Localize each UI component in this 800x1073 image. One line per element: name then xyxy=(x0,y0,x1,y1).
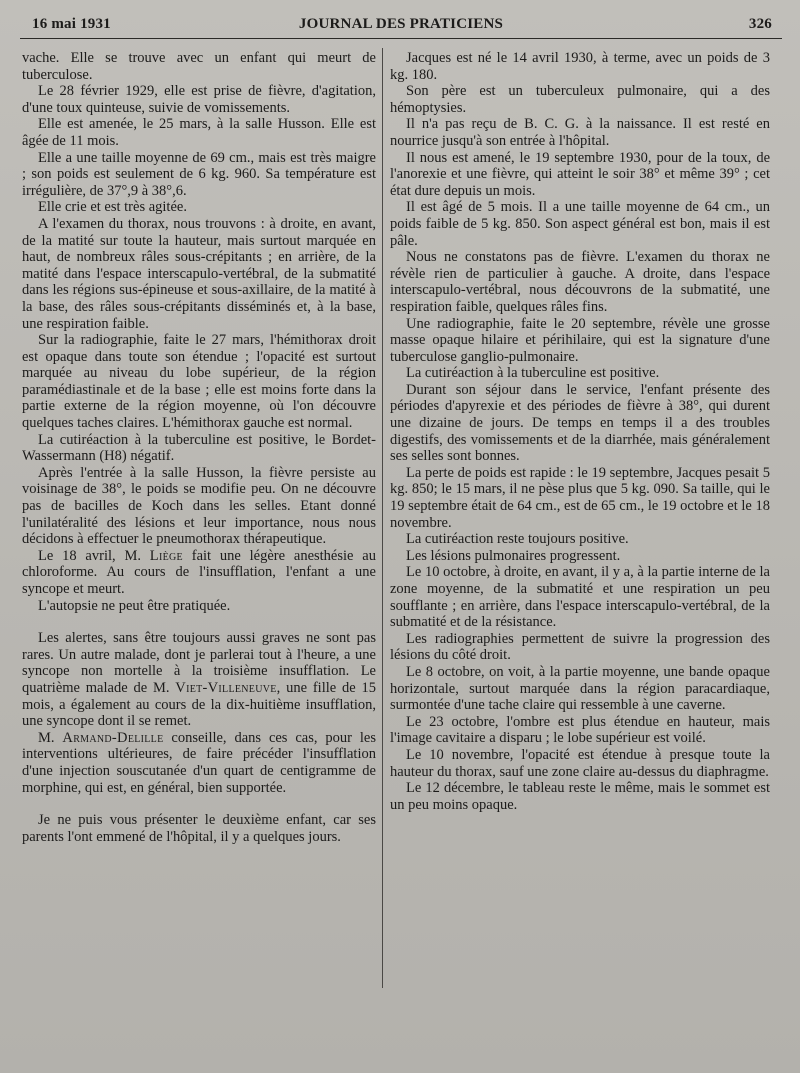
paragraph: La cutiréaction reste toujours positive. xyxy=(406,531,629,548)
paragraph: Après l'entrée à la salle Husson, la fièvre persiste au voisinage de 38°, le poids se modifie peu. On ne découvre pas de bacilles de Koch dans les selles. Etant donné l'unilatéralité des lésions et leur importance, nous nous décidons à effectuer le pneumothorax thérapeutique. xyxy=(22,464,376,548)
person-name: Armand-Delille xyxy=(62,729,164,746)
paragraph: Nous ne constatons pas de fièvre. L'examen du thorax ne révèle rien de particulier à gauche. A droite, dans l'espace interscapulo-vertébral, nous découvrons de la submatité, une respiration faible, quelques râles fins. xyxy=(390,249,770,315)
paragraph: Je ne puis vous présenter le deuxième enfant, car ses parents l'ont emmené de l'hôpital, il y a quelques jours. xyxy=(22,812,376,845)
paragraph: Les radiographies permettent de suivre la progression des lésions du côté droit. xyxy=(390,630,770,664)
paragraph: Le 8 octobre, on voit, à la partie moyenne, une bande opaque horizontale, surtout marquée dans la région paracardiaque, surmontée d'une tache claire qui ressemble à une caverne. xyxy=(390,663,770,714)
paragraph xyxy=(22,630,376,730)
paragraph: L'autopsie ne peut être pratiquée. xyxy=(38,597,231,614)
paragraph: Sur la radiographie, faite le 27 mars, l'hémithorax droit est opaque dans toute son étendue ; l'opacité est surtout marquée au niveau du lobe supérieur, de la région paramédiastinale et de la base ; elle est moins forte dans la partie externe de la région moyenne, où l'on découvre quelques taches claires. L'hémithorax gauche est normal. xyxy=(22,332,376,432)
journal-title: JOURNAL DES PRATICIENS xyxy=(298,16,504,32)
page-number: 326 xyxy=(748,16,772,32)
paragraph: Jacques est né le 14 avril 1930, à terme, avec un poids de 3 kg. 180. xyxy=(390,50,770,83)
text-run: Les alertes, sans être toujours aussi graves ne sont pas rares. Un autre malade, dont je parlerai tout à l'heure, a une syncope non mortelle à la troisième insufflation. Le quatrième malade de M. xyxy=(22,630,376,696)
paragraph: Durant son séjour dans le service, l'enfant présente des périodes d'apyrexie et des périodes de fièvre à 38°, qui durent une dizaine de jours. De temps en temps il a des troubles digestifs, des vomissements et de la diarrhée, mais généralement ses selles sont bonnes. xyxy=(390,381,770,465)
column-divider xyxy=(382,48,383,988)
header-rule xyxy=(20,38,782,39)
text-run: fait une légère anesthésie au chloroforme. Au cours de l'insufflation, l'enfant a une syncope et meurt. xyxy=(22,547,376,597)
paragraph: Elle est amenée, le 25 mars, à la salle Husson. Elle est âgée de 11 mois. xyxy=(22,116,376,149)
paragraph: Le 23 octobre, l'ombre est plus étendue en hauteur, mais l'image cavitaire a disparu ; le lobe supérieur est voilé. xyxy=(390,713,770,747)
paragraph: Il est âgé de 5 mois. Il a une taille moyenne de 64 cm., un poids faible de 5 kg. 850. Son aspect général est bon, mais il est pâle. xyxy=(390,199,770,249)
paragraph: Elle crie et est très agitée. xyxy=(38,199,187,216)
paragraph: vache. Elle se trouve avec un enfant qui meurt de tuberculose. xyxy=(22,50,376,83)
paragraph: Le 10 octobre, à droite, en avant, il y a, à la partie interne de la zone moyenne, de la submatité et une respiration un peu soufflante ; en arrière, dans l'espace interscapulo-vertébral, de la submatité et de la résistance. xyxy=(390,564,770,631)
text-run: conseille, dans ces cas, pour les interventions ultérieures, de faire précéder l'insufflation d'une injection souscutanée d'un quart de centigramme de morphine, qui est, en général, bien supportée. xyxy=(22,729,376,796)
issue-date: 16 mai 1931 xyxy=(32,16,111,32)
person-name: Liège xyxy=(149,547,183,564)
text-run: Le 18 avril, M. xyxy=(38,547,150,564)
paragraph: Il nous est amené, le 19 septembre 1930, pour de la toux, de l'anorexie et une fièvre, qui atteint le soir 38° et même 39° ; cet état dure depuis un mois. xyxy=(390,149,770,199)
running-header xyxy=(20,16,782,36)
person-name: Viet-Villeneuve xyxy=(175,679,277,696)
paragraph xyxy=(22,730,376,796)
paragraph: Le 10 novembre, l'opacité est étendue à presque toute la hauteur du thorax, sauf une zone claire au-dessus du diaphragme. xyxy=(390,746,770,780)
paragraph xyxy=(22,548,376,598)
paragraph: Une radiographie, faite le 20 septembre, révèle une grosse masse opaque hilaire et périhilaire, qui est la signature d'une tuberculose ganglio-pulmonaire. xyxy=(390,315,770,365)
paragraph: Elle a une taille moyenne de 69 cm., mais est très maigre ; son poids est seulement de 6 kg. 960. Sa température est irrégulière, de 37°,9 à 38°,6. xyxy=(22,149,376,199)
paragraph: La perte de poids est rapide : le 19 septembre, Jacques pesait 5 kg. 850; le 15 mars, il ne pèse plus que 5 kg. 090. Sa taille, qui le 19 septembre était de 64 cm., est de 65 cm., le 19 octobre et le 18 novembre. xyxy=(390,464,770,531)
right-column xyxy=(390,50,770,813)
paragraph: La cutiréaction à la tuberculine est positive. xyxy=(406,365,660,382)
paragraph: Le 28 février 1929, elle est prise de fièvre, d'agitation, d'une toux quinteuse, suivie de vomissements. xyxy=(22,83,376,116)
paragraph: A l'examen du thorax, nous trouvons : à droite, en avant, de la matité sur toute la hauteur, mais surtout marquée en haut, de nombreux râles sous-crépitants ; en arrière, de la matité dans l'espace interscapulo-vertébral, de la submatité dans les régions sus-épineuse et sous-axillaire, de la matité à la base, des râles sous-crépitants disséminés et, à la base, une respiration faible. xyxy=(22,215,376,332)
paragraph: La cutiréaction à la tuberculine est positive, le Bordet-Wassermann (H8) négatif. xyxy=(22,431,376,465)
paragraph: Les lésions pulmonaires progressent. xyxy=(406,547,621,564)
text-run: , une fille de 15 mois, a également au cours de la dix-huitième insufflation, une syncope dont il se remet. xyxy=(22,679,376,730)
paragraph: Il n'a pas reçu de B. C. G. à la naissance. Il est resté en nourrice jusqu'à son entrée à l'hôpital. xyxy=(390,116,770,149)
paragraph: Son père est un tuberculeux pulmonaire, qui a des hémoptysies. xyxy=(390,83,770,116)
text-run: M. xyxy=(38,729,63,746)
left-column xyxy=(22,50,376,845)
paragraph: Le 12 décembre, le tableau reste le même, mais le sommet est un peu moins opaque. xyxy=(390,780,770,813)
